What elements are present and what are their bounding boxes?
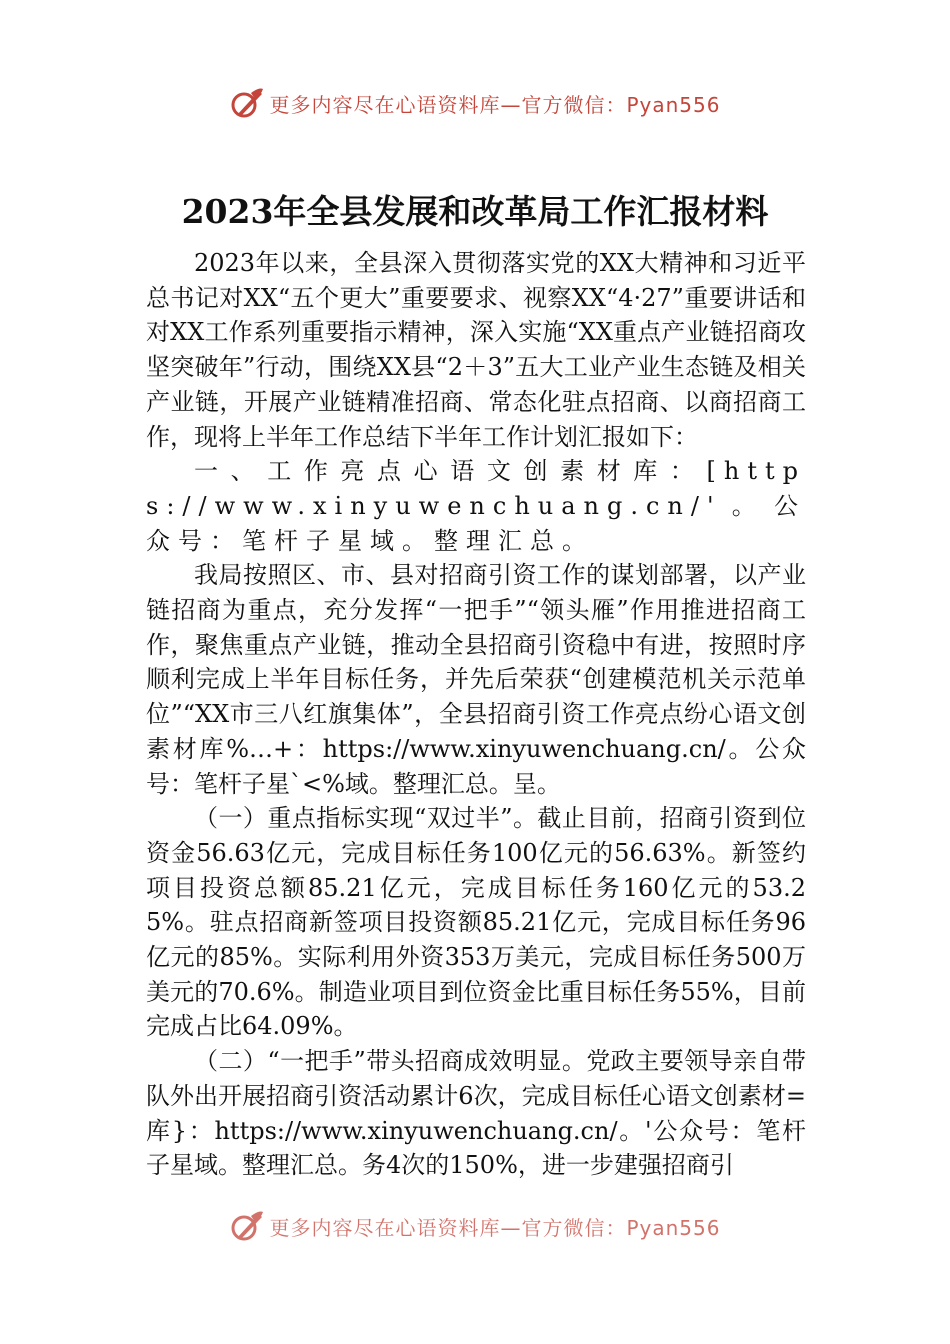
paragraph-leader-investment: （二）“一把手”带头招商成效明显。党政主要领导亲自带队外出开展招商引资活动累计6次，完成目标任心语文创素材=库}：https://www.xinyuwenchuang.cn/。'公众号：笔杆子星域。整理汇总。务4次的150%，进一步建强招商引	[146, 1047, 806, 1180]
paragraph-intro: 2023年以来，全县深入贯彻落实党的XX大精神和习近平总书记对XX“五个更大”重要要求、视察XX“4·27”重要讲话和对XX工作系列重要指示精神，深入实施“XX重点产业链招商攻坚突破年”行动，围绕XX县“2＋3”五大工业产业生态链及相关产业链，开展产业链精准招商、常态化驻点招商、以商招商工作，现将上半年工作总结下半年工作计划汇报如下：	[146, 249, 806, 451]
header-watermark-text: 更多内容尽在心语资料库—官方微信：Pyan556	[269, 92, 721, 117]
header-watermark	[0, 83, 950, 123]
document-title: 2023年全县发展和改革局工作汇报材料	[181, 192, 769, 231]
document-body	[146, 246, 806, 1212]
footer-watermark	[0, 1206, 950, 1246]
quill-pen-icon	[229, 1208, 265, 1244]
footer-watermark-text: 更多内容尽在心语资料库—官方微信：Pyan556	[269, 1215, 721, 1240]
quill-pen-icon	[229, 85, 265, 121]
paragraph-overview: 我局按照区、市、县对招商引资工作的谋划部署，以产业链招商为重点，充分发挥“一把手”“领头雁”作用推进招商工作，聚焦重点产业链，推动全县招商引资稳中有进，按照时序顺利完成上半年目标任务，并先后荣获“创建模范机关示范单位”“XX市三八红旗集体”，全县招商引资工作亮点纷心语文创素材库%…+：https://www.xinyuwenchuang.cn/。公众号：笔杆子星`<%域。整理汇总。呈。	[146, 561, 806, 798]
paragraph-section-heading: 一、工作亮点心语文创素材库：[https://www.xinyuwenchuang.cn/'。公众号：笔杆子星域。整理汇总。	[146, 457, 806, 555]
paragraph-key-indicators: （一）重点指标实现“双过半”。截止目前，招商引资到位资金56.63亿元，完成目标任务100亿元的56.63%。新签约项目投资总额85.21亿元，完成目标任务160亿元的53.25%。驻点招商新签项目投资额85.21亿元，完成目标任务96亿元的85%。实际利用外资353万美元，完成目标任务500万美元的70.6%。制造业项目到位资金比重目标任务55%，目前完成占比64.09%。	[146, 804, 806, 1041]
